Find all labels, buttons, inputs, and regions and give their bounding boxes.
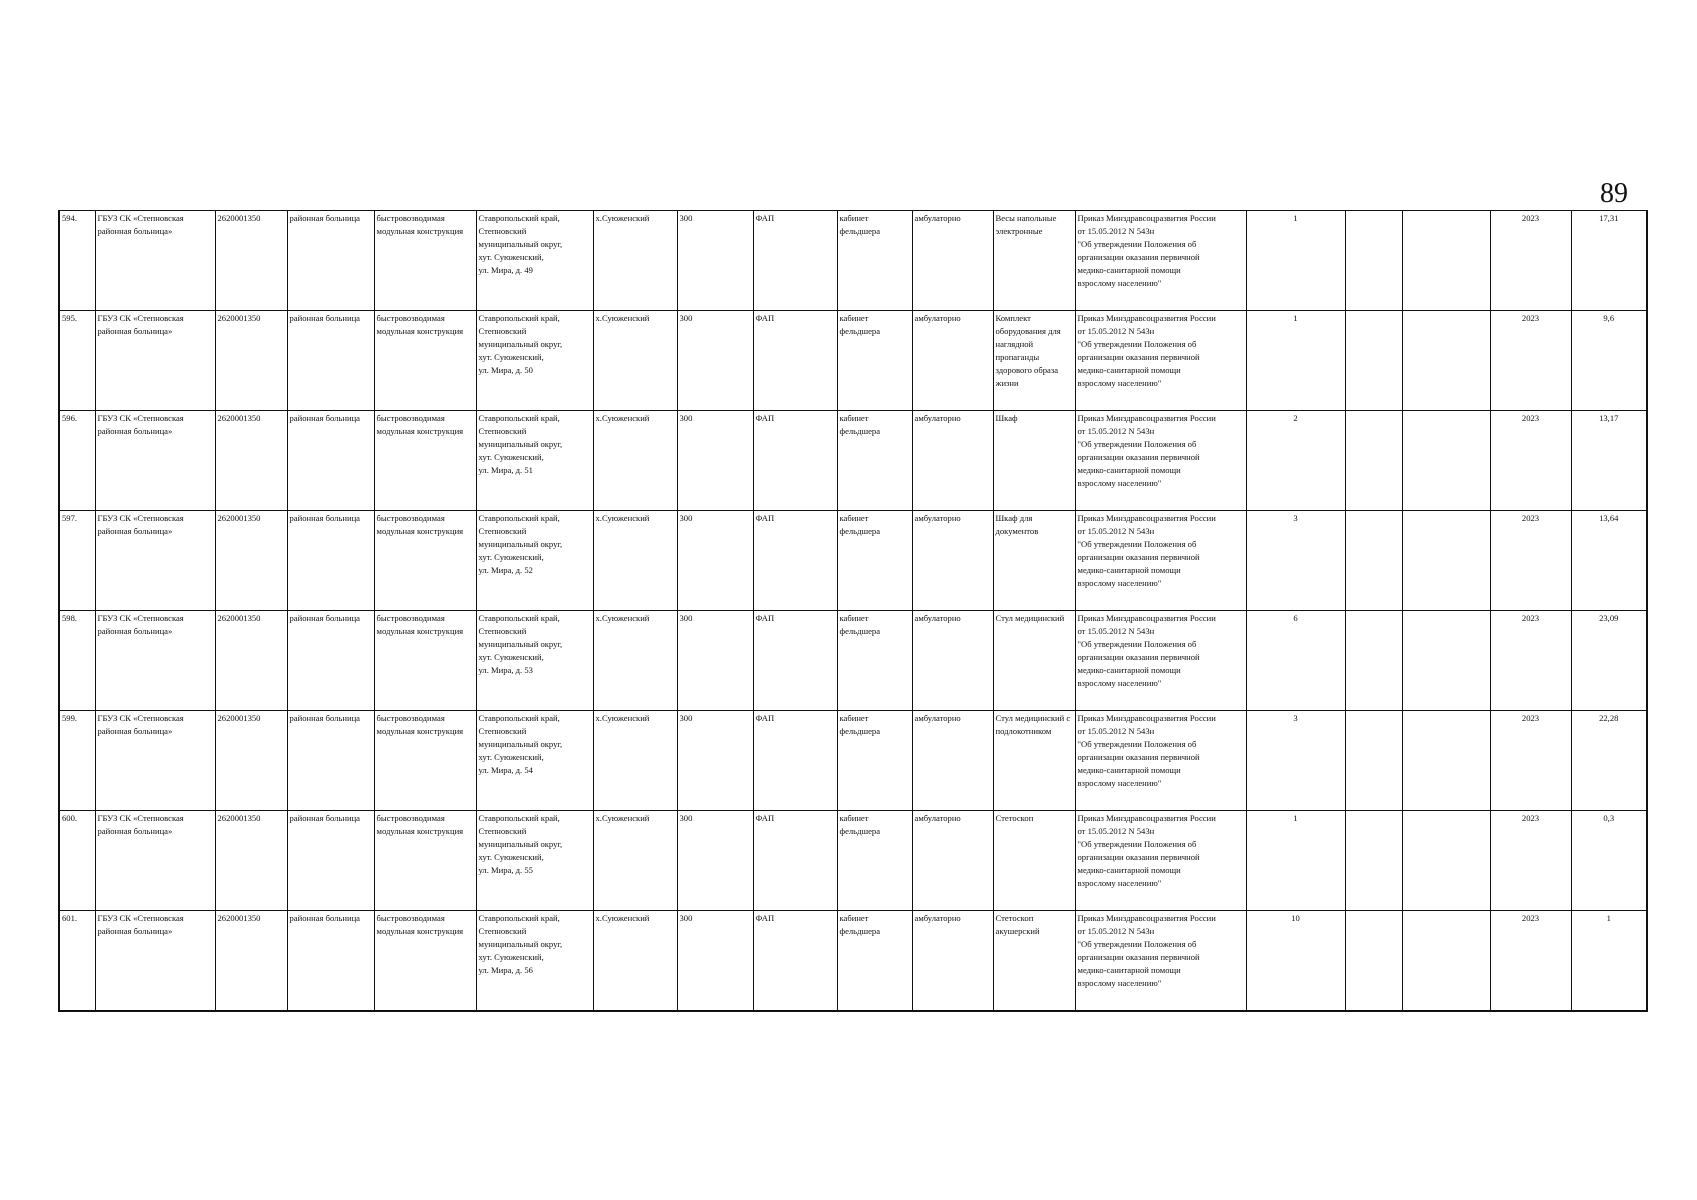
- facility-type-cell: районная больница: [287, 311, 374, 411]
- address-line: Степновский: [478, 326, 527, 336]
- address-line: Ставропольский край,: [478, 913, 560, 923]
- address-line: ул. Мира, д. 52: [478, 565, 533, 575]
- regulation-line: "Об утверждении Положения об: [1077, 739, 1197, 749]
- equipment-registry-table: [58, 210, 1648, 1012]
- empty-cell: [1402, 811, 1490, 911]
- regulation-cell: [1075, 311, 1246, 411]
- settlement-cell: х.Суюженский: [593, 211, 677, 311]
- regulation-line: от 15.05.2012 N 543н: [1077, 426, 1155, 436]
- row-number-cell: 597.: [59, 511, 95, 611]
- code-cell: 2620001350: [215, 311, 287, 411]
- row-number-cell: 594.: [59, 211, 95, 311]
- equipment-name-cell: Шкаф: [993, 411, 1075, 511]
- address-cell: [476, 511, 593, 611]
- org-cell: ГБУЗ СК «Степновская районная больница»: [95, 411, 215, 511]
- facility-type-cell: районная больница: [287, 511, 374, 611]
- regulation-cell: [1075, 411, 1246, 511]
- empty-cell: [1345, 711, 1402, 811]
- population-cell: 300: [677, 211, 753, 311]
- cost-cell: 1: [1571, 911, 1647, 1011]
- address-line: муниципальный округ,: [478, 939, 563, 949]
- quantity-cell: 1: [1246, 211, 1345, 311]
- settlement-cell: х.Суюженский: [593, 611, 677, 711]
- empty-cell: [1402, 311, 1490, 411]
- empty-cell: [1402, 911, 1490, 1011]
- regulation-line: организации оказания первичной: [1077, 852, 1200, 862]
- settlement-cell: х.Суюженский: [593, 711, 677, 811]
- code-cell: 2620001350: [215, 211, 287, 311]
- cost-cell: 17,31: [1571, 211, 1647, 311]
- row-number-cell: 598.: [59, 611, 95, 711]
- building-type-cell: быстровозводимая модульная конструкция: [374, 511, 476, 611]
- regulation-line: организации оказания первичной: [1077, 752, 1200, 762]
- quantity-cell: 1: [1246, 311, 1345, 411]
- address-line: муниципальный округ,: [478, 739, 563, 749]
- address-line: Степновский: [478, 826, 527, 836]
- regulation-line: медико-санитарной помощи: [1077, 365, 1181, 375]
- address-cell: [476, 311, 593, 411]
- quantity-cell: 3: [1246, 711, 1345, 811]
- regulation-line: "Об утверждении Положения об: [1077, 939, 1197, 949]
- unit-type-cell: ФАП: [753, 811, 837, 911]
- regulation-line: от 15.05.2012 N 543н: [1077, 926, 1155, 936]
- address-line: муниципальный округ,: [478, 439, 563, 449]
- regulation-line: от 15.05.2012 N 543н: [1077, 226, 1155, 236]
- regulation-line: организации оказания первичной: [1077, 452, 1200, 462]
- table-row: [59, 211, 1647, 311]
- regulation-line: Приказ Минздравсоцразвития России: [1077, 313, 1216, 323]
- code-cell: 2620001350: [215, 911, 287, 1011]
- empty-cell: [1345, 811, 1402, 911]
- address-line: Ставропольский край,: [478, 413, 560, 423]
- table-row: [59, 811, 1647, 911]
- year-cell: 2023: [1490, 411, 1571, 511]
- code-cell: 2620001350: [215, 411, 287, 511]
- address-line: Степновский: [478, 926, 527, 936]
- year-cell: 2023: [1490, 711, 1571, 811]
- care-mode-cell: амбулаторно: [912, 611, 993, 711]
- address-line: Степновский: [478, 226, 527, 236]
- empty-cell: [1402, 211, 1490, 311]
- address-line: муниципальный округ,: [478, 839, 563, 849]
- address-line: ул. Мира, д. 54: [478, 765, 533, 775]
- address-line: муниципальный округ,: [478, 639, 563, 649]
- table-body: [59, 211, 1647, 1011]
- page-number: 89: [1600, 178, 1628, 209]
- building-type-cell: быстровозводимая модульная конструкция: [374, 711, 476, 811]
- room-cell: кабинет фельдшера: [837, 211, 912, 311]
- room-cell: кабинет фельдшера: [837, 511, 912, 611]
- unit-type-cell: ФАП: [753, 711, 837, 811]
- facility-type-cell: районная больница: [287, 711, 374, 811]
- settlement-cell: х.Суюженский: [593, 511, 677, 611]
- building-type-cell: быстровозводимая модульная конструкция: [374, 811, 476, 911]
- address-line: ул. Мира, д. 51: [478, 465, 533, 475]
- year-cell: 2023: [1490, 211, 1571, 311]
- facility-type-cell: районная больница: [287, 811, 374, 911]
- facility-type-cell: районная больница: [287, 911, 374, 1011]
- regulation-line: взрослому населению": [1077, 778, 1162, 788]
- unit-type-cell: ФАП: [753, 311, 837, 411]
- org-cell: ГБУЗ СК «Степновская районная больница»: [95, 511, 215, 611]
- regulation-line: взрослому населению": [1077, 878, 1162, 888]
- regulation-line: Приказ Минздравсоцразвития России: [1077, 813, 1216, 823]
- quantity-cell: 1: [1246, 811, 1345, 911]
- address-cell: [476, 711, 593, 811]
- address-cell: [476, 811, 593, 911]
- address-line: Ставропольский край,: [478, 513, 560, 523]
- address-line: Степновский: [478, 426, 527, 436]
- address-line: хут. Суюженский,: [478, 852, 544, 862]
- building-type-cell: быстровозводимая модульная конструкция: [374, 411, 476, 511]
- regulation-cell: [1075, 711, 1246, 811]
- org-cell: ГБУЗ СК «Степновская районная больница»: [95, 811, 215, 911]
- address-line: хут. Суюженский,: [478, 452, 544, 462]
- regulation-line: взрослому населению": [1077, 978, 1162, 988]
- address-line: Ставропольский край,: [478, 613, 560, 623]
- equipment-name-cell: Стул медицинский: [993, 611, 1075, 711]
- care-mode-cell: амбулаторно: [912, 311, 993, 411]
- care-mode-cell: амбулаторно: [912, 911, 993, 1011]
- facility-type-cell: районная больница: [287, 411, 374, 511]
- equipment-name-cell: Стул медицинский с подлокотником: [993, 711, 1075, 811]
- building-type-cell: быстровозводимая модульная конструкция: [374, 911, 476, 1011]
- row-number-cell: 599.: [59, 711, 95, 811]
- regulation-line: Приказ Минздравсоцразвития России: [1077, 513, 1216, 523]
- regulation-line: взрослому населению": [1077, 578, 1162, 588]
- regulation-line: организации оказания первичной: [1077, 252, 1200, 262]
- regulation-cell: [1075, 911, 1246, 1011]
- regulation-line: медико-санитарной помощи: [1077, 765, 1181, 775]
- population-cell: 300: [677, 711, 753, 811]
- address-line: ул. Мира, д. 56: [478, 965, 533, 975]
- regulation-line: Приказ Минздравсоцразвития России: [1077, 913, 1216, 923]
- population-cell: 300: [677, 311, 753, 411]
- address-cell: [476, 211, 593, 311]
- regulation-line: "Об утверждении Положения об: [1077, 639, 1197, 649]
- equipment-name-cell: Шкаф для документов: [993, 511, 1075, 611]
- row-number-cell: 595.: [59, 311, 95, 411]
- regulation-line: от 15.05.2012 N 543н: [1077, 826, 1155, 836]
- room-cell: кабинет фельдшера: [837, 611, 912, 711]
- year-cell: 2023: [1490, 911, 1571, 1011]
- unit-type-cell: ФАП: [753, 911, 837, 1011]
- table-row: [59, 411, 1647, 511]
- address-line: муниципальный округ,: [478, 539, 563, 549]
- address-line: ул. Мира, д. 50: [478, 365, 533, 375]
- settlement-cell: х.Суюженский: [593, 311, 677, 411]
- address-line: Ставропольский край,: [478, 213, 560, 223]
- table-row: [59, 911, 1647, 1011]
- regulation-line: Приказ Минздравсоцразвития России: [1077, 213, 1216, 223]
- year-cell: 2023: [1490, 311, 1571, 411]
- unit-type-cell: ФАП: [753, 411, 837, 511]
- code-cell: 2620001350: [215, 611, 287, 711]
- address-line: Степновский: [478, 726, 527, 736]
- address-cell: [476, 911, 593, 1011]
- address-line: муниципальный округ,: [478, 239, 563, 249]
- quantity-cell: 6: [1246, 611, 1345, 711]
- empty-cell: [1345, 611, 1402, 711]
- address-cell: [476, 611, 593, 711]
- regulation-line: взрослому населению": [1077, 278, 1162, 288]
- building-type-cell: быстровозводимая модульная конструкция: [374, 311, 476, 411]
- regulation-line: Приказ Минздравсоцразвития России: [1077, 613, 1216, 623]
- care-mode-cell: амбулаторно: [912, 711, 993, 811]
- empty-cell: [1402, 611, 1490, 711]
- population-cell: 300: [677, 911, 753, 1011]
- table-row: [59, 311, 1647, 411]
- empty-cell: [1345, 211, 1402, 311]
- address-line: ул. Мира, д. 53: [478, 665, 533, 675]
- cost-cell: 22,28: [1571, 711, 1647, 811]
- year-cell: 2023: [1490, 511, 1571, 611]
- regulation-cell: [1075, 211, 1246, 311]
- population-cell: 300: [677, 411, 753, 511]
- regulation-line: медико-санитарной помощи: [1077, 865, 1181, 875]
- row-number-cell: 601.: [59, 911, 95, 1011]
- room-cell: кабинет фельдшера: [837, 911, 912, 1011]
- address-line: ул. Мира, д. 49: [478, 265, 533, 275]
- facility-type-cell: районная больница: [287, 611, 374, 711]
- year-cell: 2023: [1490, 611, 1571, 711]
- address-line: муниципальный округ,: [478, 339, 563, 349]
- regulation-line: организации оказания первичной: [1077, 552, 1200, 562]
- org-cell: ГБУЗ СК «Степновская районная больница»: [95, 911, 215, 1011]
- table-row: [59, 711, 1647, 811]
- address-line: Ставропольский край,: [478, 313, 560, 323]
- equipment-name-cell: Стетоскоп акушерский: [993, 911, 1075, 1011]
- cost-cell: 9,6: [1571, 311, 1647, 411]
- regulation-line: "Об утверждении Положения об: [1077, 839, 1197, 849]
- regulation-line: "Об утверждении Положения об: [1077, 439, 1197, 449]
- cost-cell: 23,09: [1571, 611, 1647, 711]
- address-line: хут. Суюженский,: [478, 252, 544, 262]
- regulation-line: от 15.05.2012 N 543н: [1077, 726, 1155, 736]
- regulation-line: от 15.05.2012 N 543н: [1077, 326, 1155, 336]
- address-line: Степновский: [478, 526, 527, 536]
- settlement-cell: х.Суюженский: [593, 811, 677, 911]
- facility-type-cell: районная больница: [287, 211, 374, 311]
- unit-type-cell: ФАП: [753, 511, 837, 611]
- regulation-line: организации оказания первичной: [1077, 952, 1200, 962]
- building-type-cell: быстровозводимая модульная конструкция: [374, 611, 476, 711]
- regulation-line: Приказ Минздравсоцразвития России: [1077, 413, 1216, 423]
- unit-type-cell: ФАП: [753, 611, 837, 711]
- row-number-cell: 596.: [59, 411, 95, 511]
- regulation-line: взрослому населению": [1077, 378, 1162, 388]
- address-line: Ставропольский край,: [478, 713, 560, 723]
- care-mode-cell: амбулаторно: [912, 411, 993, 511]
- code-cell: 2620001350: [215, 511, 287, 611]
- equipment-name-cell: Комплект оборудования для наглядной пропаганды здорового образа жизни: [993, 311, 1075, 411]
- address-line: Ставропольский край,: [478, 813, 560, 823]
- quantity-cell: 2: [1246, 411, 1345, 511]
- regulation-line: медико-санитарной помощи: [1077, 265, 1181, 275]
- address-line: хут. Суюженский,: [478, 352, 544, 362]
- regulation-line: взрослому населению": [1077, 678, 1162, 688]
- regulation-cell: [1075, 811, 1246, 911]
- table-row: [59, 611, 1647, 711]
- regulation-cell: [1075, 511, 1246, 611]
- org-cell: ГБУЗ СК «Степновская районная больница»: [95, 611, 215, 711]
- room-cell: кабинет фельдшера: [837, 311, 912, 411]
- cost-cell: 13,17: [1571, 411, 1647, 511]
- empty-cell: [1345, 911, 1402, 1011]
- address-line: хут. Суюженский,: [478, 652, 544, 662]
- empty-cell: [1345, 311, 1402, 411]
- org-cell: ГБУЗ СК «Степновская районная больница»: [95, 311, 215, 411]
- room-cell: кабинет фельдшера: [837, 711, 912, 811]
- cost-cell: 13,64: [1571, 511, 1647, 611]
- regulation-line: от 15.05.2012 N 543н: [1077, 526, 1155, 536]
- address-line: ул. Мира, д. 55: [478, 865, 533, 875]
- code-cell: 2620001350: [215, 811, 287, 911]
- empty-cell: [1402, 411, 1490, 511]
- regulation-line: Приказ Минздравсоцразвития России: [1077, 713, 1216, 723]
- org-cell: ГБУЗ СК «Степновская районная больница»: [95, 711, 215, 811]
- unit-type-cell: ФАП: [753, 211, 837, 311]
- address-line: хут. Суюженский,: [478, 952, 544, 962]
- settlement-cell: х.Суюженский: [593, 911, 677, 1011]
- regulation-line: "Об утверждении Положения об: [1077, 239, 1197, 249]
- org-cell: ГБУЗ СК «Степновская районная больница»: [95, 211, 215, 311]
- care-mode-cell: амбулаторно: [912, 511, 993, 611]
- regulation-line: организации оказания первичной: [1077, 652, 1200, 662]
- regulation-line: медико-санитарной помощи: [1077, 565, 1181, 575]
- regulation-line: медико-санитарной помощи: [1077, 965, 1181, 975]
- code-cell: 2620001350: [215, 711, 287, 811]
- settlement-cell: х.Суюженский: [593, 411, 677, 511]
- care-mode-cell: амбулаторно: [912, 811, 993, 911]
- population-cell: 300: [677, 511, 753, 611]
- empty-cell: [1345, 411, 1402, 511]
- regulation-line: "Об утверждении Положения об: [1077, 339, 1197, 349]
- regulation-line: "Об утверждении Положения об: [1077, 539, 1197, 549]
- cost-cell: 0,3: [1571, 811, 1647, 911]
- regulation-cell: [1075, 611, 1246, 711]
- regulation-line: медико-санитарной помощи: [1077, 465, 1181, 475]
- population-cell: 300: [677, 811, 753, 911]
- empty-cell: [1402, 511, 1490, 611]
- address-line: Степновский: [478, 626, 527, 636]
- year-cell: 2023: [1490, 811, 1571, 911]
- address-line: хут. Суюженский,: [478, 752, 544, 762]
- row-number-cell: 600.: [59, 811, 95, 911]
- empty-cell: [1402, 711, 1490, 811]
- equipment-name-cell: Стетоскоп: [993, 811, 1075, 911]
- room-cell: кабинет фельдшера: [837, 811, 912, 911]
- population-cell: 300: [677, 611, 753, 711]
- quantity-cell: 3: [1246, 511, 1345, 611]
- equipment-name-cell: Весы напольные электронные: [993, 211, 1075, 311]
- empty-cell: [1345, 511, 1402, 611]
- regulation-line: от 15.05.2012 N 543н: [1077, 626, 1155, 636]
- regulation-line: организации оказания первичной: [1077, 352, 1200, 362]
- regulation-line: медико-санитарной помощи: [1077, 665, 1181, 675]
- regulation-line: взрослому населению": [1077, 478, 1162, 488]
- quantity-cell: 10: [1246, 911, 1345, 1011]
- table-row: [59, 511, 1647, 611]
- room-cell: кабинет фельдшера: [837, 411, 912, 511]
- building-type-cell: быстровозводимая модульная конструкция: [374, 211, 476, 311]
- address-cell: [476, 411, 593, 511]
- address-line: хут. Суюженский,: [478, 552, 544, 562]
- care-mode-cell: амбулаторно: [912, 211, 993, 311]
